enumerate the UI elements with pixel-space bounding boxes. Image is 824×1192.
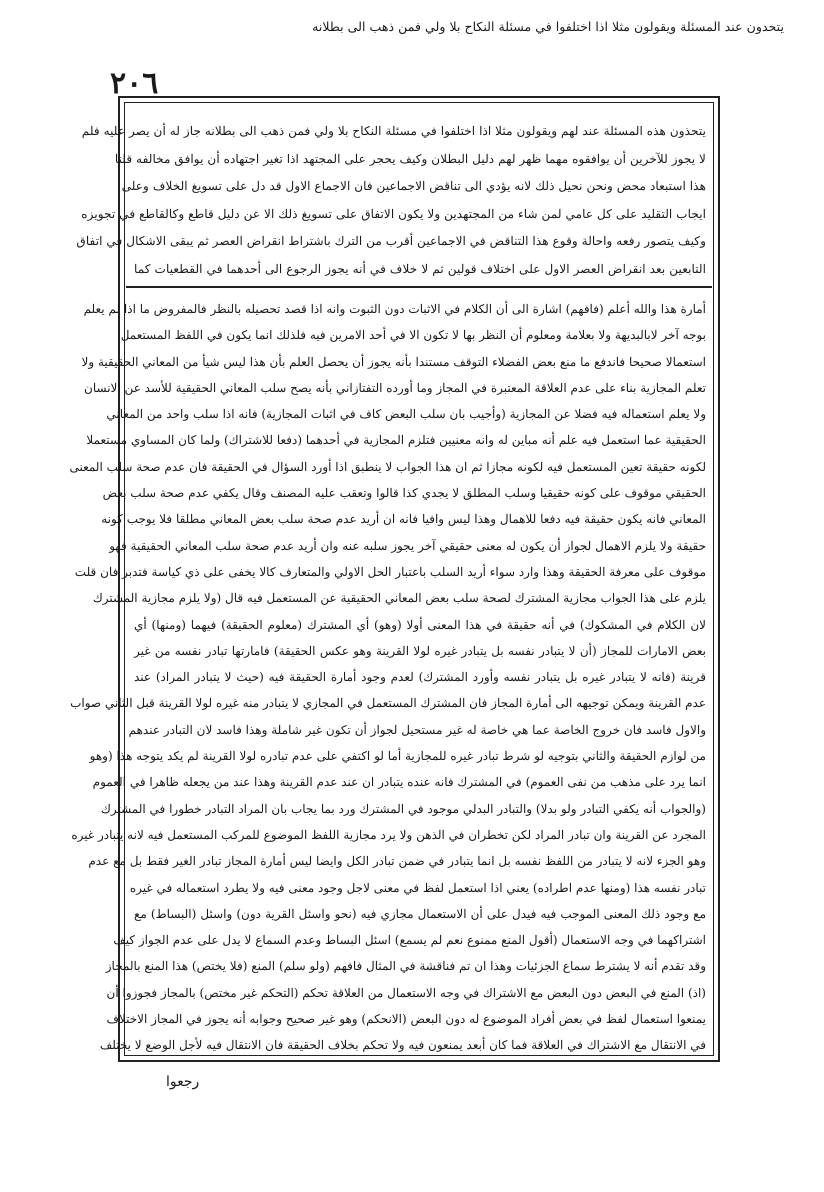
commentary-line: التابعين بعد انقراض العصر الاول على اختلاف قولين ثم لا خلاف في أنه يجوز الرجوع الى أحدهما في القطعيات كما <box>134 261 706 276</box>
main-line: يلزم على هذا الجواب مجازية المشترك لصحة سلب بعض المعاني الحقيقية عن المستعمل فيه قال (ولا يلزم مجازية المشترك <box>92 591 706 606</box>
main-line: تبادر نفسه هذا (ومنها عدم اطراده) يعني اذا استعمل لفظ في معنى لاجل وجود معنى فيه ولا يطرد استعماله في غيره <box>129 880 706 895</box>
main-line: عدم القرينة ويمكن توجيهه الى أمارة المجاز فان المشترك المستعمل في المجازي لا يتبادر منه غيره لولا القرينة قبل الثاني صواب <box>70 696 706 711</box>
commentary-line: وكيف يتصور رفعه واحالة وقوع هذا التناقض في الاجماعين أقرب من الترك باشتراط انقراض العصر ثم يبقى الاشكال في اتفاق <box>76 234 706 249</box>
main-line: (اذ) المنع في البعض دون البعض مع الاشتراك في وجه الاستعمال من العلاقة تحكم (التحكم غير مختص) بالمجاز فجوزوا أن <box>106 985 706 1000</box>
page-number: ٢٠٦ <box>110 66 159 101</box>
main-line: انما يرد على مذهب من نفى العموم) في المشترك فانه عنده يتبادر ان عند عدم القرينة وهذا عند من يجعله ظاهرا في العموم <box>92 775 706 790</box>
main-line: في الانتقال مع الاشتراك في العلاقة فما كان أبعد يمنعون فيه ولا تحكم بخلاف الحقيقة فان الانتقال فيه لأجل الوضع لا يختلف <box>99 1038 706 1053</box>
main-line: من لوازم الحقيقة والثاني بتوجيه لو شرط تبادر غيره للمجازية أما لو اكتفي على عدم تبادره لولا القرينة لم يكد يتوجه هذا (وهو <box>89 749 706 764</box>
main-line: استعمالا صحيحا فاندفع ما منع بعض الفضلاء التوقف مستندا بأنه يجوز أن يحصل العلم بأن هذا ليس شيأ من المعاني الحقيقية ولا <box>81 354 706 369</box>
main-line: ولا يعلم استعماله فيه فضلا عن المجازية (وأجيب بان سلب البعض كاف في اثبات المجازية) فانه اذا سلب واحد من المعاني <box>106 407 706 422</box>
main-line: لان الكلام في المشكوك) في أنه حقيقة في هذا المعنى أولا (وهو) أي المشترك (معلوم الحقيقة) فيهما (ومنها) أي <box>134 617 706 632</box>
section-separator <box>126 286 712 288</box>
main-line: يمنعوا استعمال لفظ في بعض أفراد الموضوع له دون البعض (الانحكم) وهو غير صحيح وجوابه أنه يجوز في المجاز الاختلاف <box>106 1012 706 1027</box>
main-line: بعض الامارات للمجاز (أن لا يتبادر نفسه بل يتبادر غيره لولا القرينة وهو عكس الحقيقة) فامارتها تبادر نفسه من غير <box>134 643 706 658</box>
commentary-line: لا يجوز للآخرين أن يوافقوه مهما ظهر لهم دليل البطلان وكيف يحجر على المجتهد اذا تغير اجتهاده أن يوافق مخالفه قلنا <box>114 151 706 166</box>
main-line: اشتراكهما في وجه الاستعمال (أقول المنع ممنوع نعم لم يسمع) اسئل البساط وعدم السماع لا يدل على عدم الجواز كيف <box>113 933 706 948</box>
main-line: حقيقة ولا يلزم الاهمال لجواز أن يكون له معنى حقيقي آخر يجوز سلبه عنه وان أريد عدم صحة سلب المعاني الحقيقية فهو <box>109 538 706 553</box>
main-line: وهو الجزء لانه لا يتبادر من اللفظ نفسه بل انما يتبادر في ضمن تبادر الكل وايضا ليس أمارة المجاز تبادر الغير فقط بل مع عدم <box>88 854 706 869</box>
commentary-line: يتحذون هذه المسئلة عند لهم ويقولون مثلا اذا اختلفوا في مسئلة النكاح بلا ولي فمن ذهب الى بطلانه جاز له أن يصر عليه فلم <box>81 124 706 138</box>
main-line: لكونه حقيقة تعين المستعمل فيه لكونه مجازا ثم ان هذا الجواب لا ينطبق اذا أورد السؤال في الحقيقة فان عدم صحة سلب المعنى <box>69 459 706 474</box>
main-line: موقوف على معرفة الحقيقة وهذا وارد سواء أريد السلب باعتبار الحل الاولي والمتعارف كالا يخفى على ذي كياسة فتدبر فان قلت <box>74 564 706 579</box>
commentary-line: ايجاب التقليد على كل عامي لمن شاء من المجتهدين ولا يكون الاتفاق على تسويغ ذلك الا عن دليل قاطع وكالقاطع في تجويزه <box>81 206 706 221</box>
main-line: وقد تقدم أنه لا يشترط سماع الجزئيات وهذا ان تم فناقشة في المثال فافهم (ولو سلم) المنع (فلا يختص) هذا المنع بالمجاز <box>105 959 706 974</box>
main-line: الحقيقية عما استعمل فيه علم أنه مباين له وانه معنيين فتلزم المجازية في أحدهما (دفعا للاشتراك) ولما كان المساوي مستعملا <box>86 433 706 448</box>
commentary-line: هذا استبعاد محض ونحن نحيل ذلك لانه يؤدي الى تناقض الاجماعين فان الاجماع الاول قد دل على تسويغ الخلاف وعلى <box>121 179 706 194</box>
main-line: المجرد عن القرينة وان تبادر المراد لكن تخطران في الذهن ولا يرد مجازية اللفظ الموضوع للمركب المستعمل فيه لانه يتبادر غيره <box>71 827 706 842</box>
main-line: (والجواب أنه يكفي التبادر ولو بدلا) والتبادر البدلي موجود في المشترك ورد بما يجاب بان المراد التبادر خطورا في المشترك <box>100 801 706 816</box>
main-line: بوجه آخر لابالبديهة ولا بعلامة ومعلوم أن النظر بها لا تكون الا في أحد الامرين فيه فلذلك انما يكون في اللفظ المستعمل <box>120 328 706 343</box>
main-line: أمارة هذا والله أعلم (فافهم) اشارة الى أن الكلام في الاثبات دون الثبوت وانه اذا قصد تحصيله بالنظر فالمفروض ما اذا لم يعلم <box>83 302 706 316</box>
main-text-block <box>69 296 707 1059</box>
main-line: المعاني فانه يكون حقيقة فيه دفعا للاهمال وهذا ليس وافيا فانه ان أريد عدم صحة سلب بعض المعاني مطلقا فلا يوجب كونه <box>101 512 706 527</box>
main-line: مع وجود ذلك المعنى الموجب فيه فيدل على أن الاستعمال مجازي فيه (نحو واسئل القرية دون) واسئل (البساط) مع <box>134 906 706 921</box>
catchword: رجعوا <box>166 1074 200 1090</box>
main-line: تعلم المجازية بناء على عدم العلاقة المعتبرة في المجاز وما أورده التفتازاني بأنه يصح سلب المعاني الحقيقية للأسد عن الانسان <box>84 380 706 395</box>
main-line: الحقيقي موقوف على كونه حقيقيا وسلب المطلق لا يجدي كذا قالوا وتعقب عليه المصنف وقال يكفي عدم صحة سلب بعض <box>102 486 706 501</box>
main-line: والاول فاسد فان خروج الخاصة عما هي خاصة له غير مستحيل لجواز أن تكون غير شاملة وهذا فاسد لان التبادر عندهم <box>128 722 706 737</box>
top-fragment: يتحدون عند المسئلة ويقولون مثلا اذا اختلفوا في مسئلة النكاح بلا ولي فمن ذهب الى بطلانه <box>312 19 784 34</box>
commentary-block <box>76 118 706 284</box>
main-line: قرينة (فانه لا يتبادر غيره بل يتبادر نفسه وأورد المشترك) لعدم وجود أمارة الحقيقة فيه (حيث لا يتبادر المراد) عند <box>134 670 707 685</box>
